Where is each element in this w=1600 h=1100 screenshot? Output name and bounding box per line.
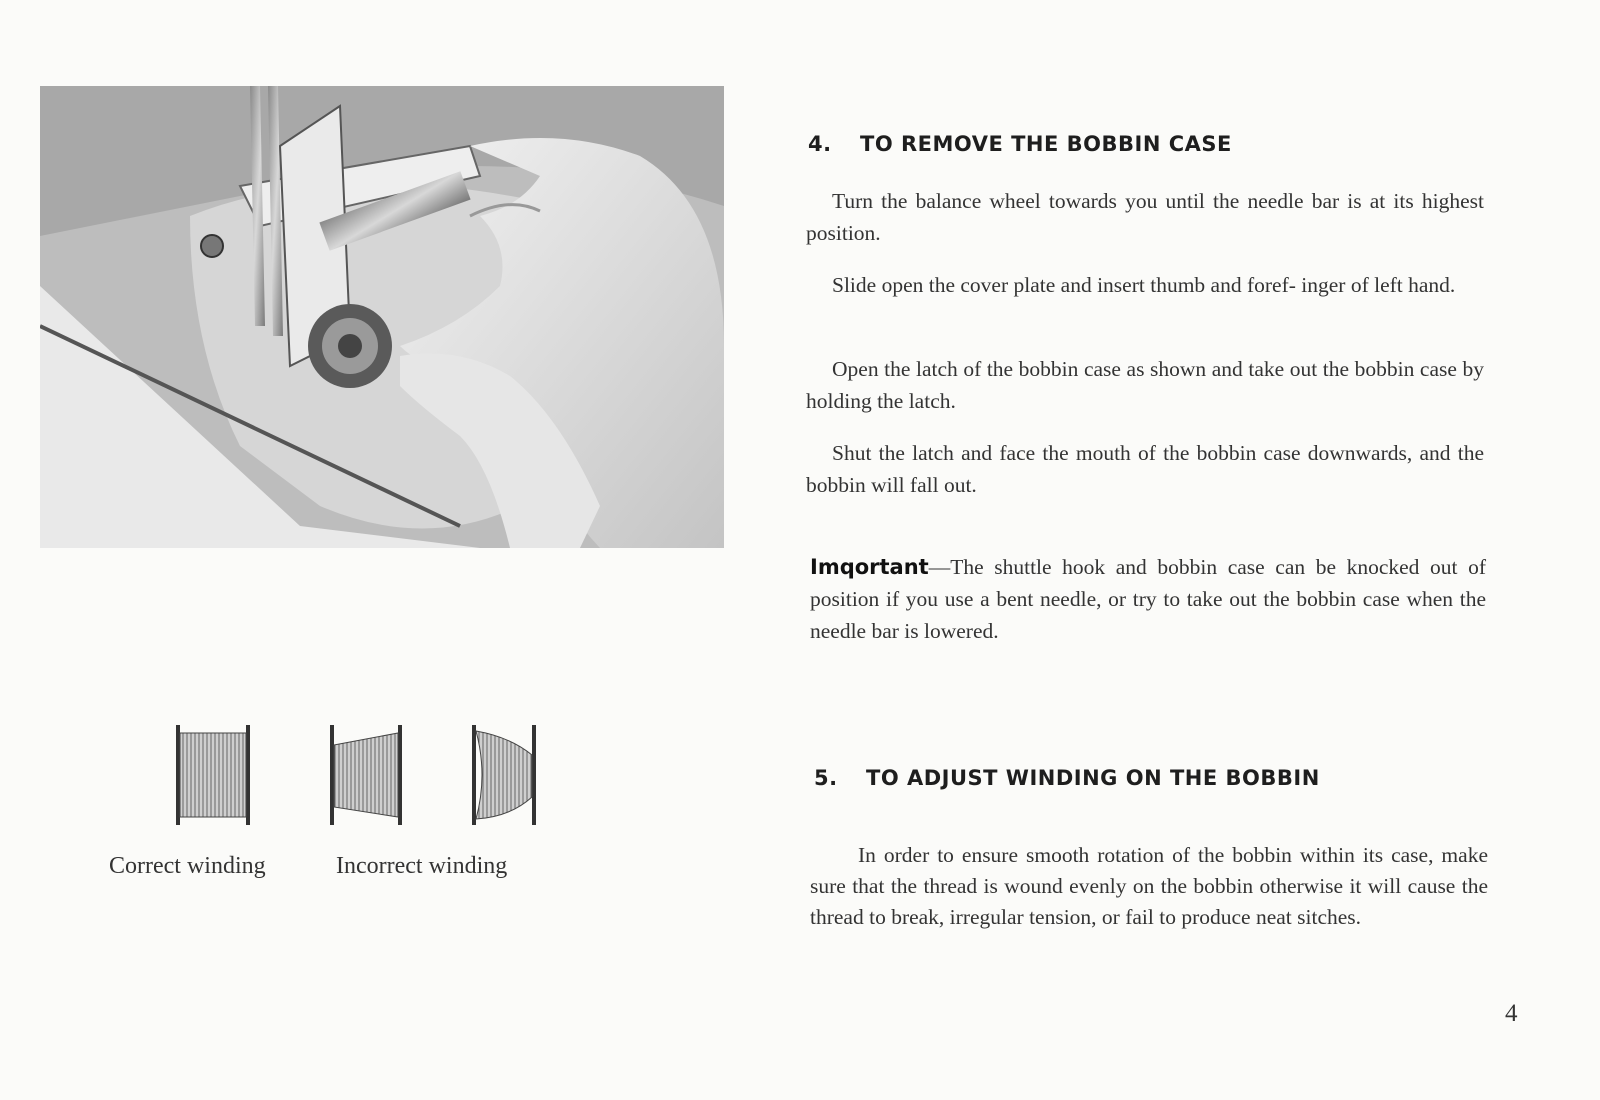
important-note (810, 551, 1486, 647)
bobbin-removal-photo (40, 86, 724, 548)
important-label: Imqortant (810, 555, 929, 579)
section-5-number: 5. (814, 766, 838, 790)
correct-winding-caption: Correct winding (109, 853, 266, 879)
section-4-title: TO REMOVE THE BOBBIN CASE (860, 132, 1232, 156)
section-4-paragraph-2: Slide open the cover plate and insert thumb and foref- inger of left hand. (832, 273, 1456, 297)
section-5-heading (814, 766, 1320, 790)
correct-winding-bobbin (176, 725, 250, 825)
section-4-number: 4. (808, 132, 832, 156)
section-4-paragraph-4: Shut the latch and face the mouth of the bobbin case downwards, and the bobbin will fall out. (806, 441, 1484, 497)
section-4-heading (808, 132, 1232, 156)
section-5-title: TO ADJUST WINDING ON THE BOBBIN (866, 766, 1320, 790)
incorrect-winding-tapered-bobbin (330, 725, 402, 825)
section-5-paragraph: In order to ensure smooth rotation of the bobbin within its case, make sure that the thread is wound evenly on the bobbin otherwise it will cause the thread to break, irregular tension, or fail to produce neat sitches. (810, 842, 1488, 929)
important-text: —The shuttle hook and bobbin case can be knocked out of position if you use a bent needle, or try to take out the bobbin case when the needle bar is lowered. (810, 555, 1486, 643)
section-4-paragraph-3: Open the latch of the bobbin case as shown and take out the bobbin case by holding the latch. (806, 357, 1484, 413)
section-4-paragraph-1: Turn the balance wheel towards you until the needle bar is at its highest position. (806, 189, 1484, 245)
bobbin-removal-photo-illustration (40, 86, 724, 548)
incorrect-winding-uneven-bobbin (472, 725, 536, 825)
incorrect-winding-caption: Incorrect winding (336, 853, 508, 879)
page-number: 4 (1505, 1000, 1518, 1027)
bobbin-winding-diagrams (170, 725, 570, 835)
